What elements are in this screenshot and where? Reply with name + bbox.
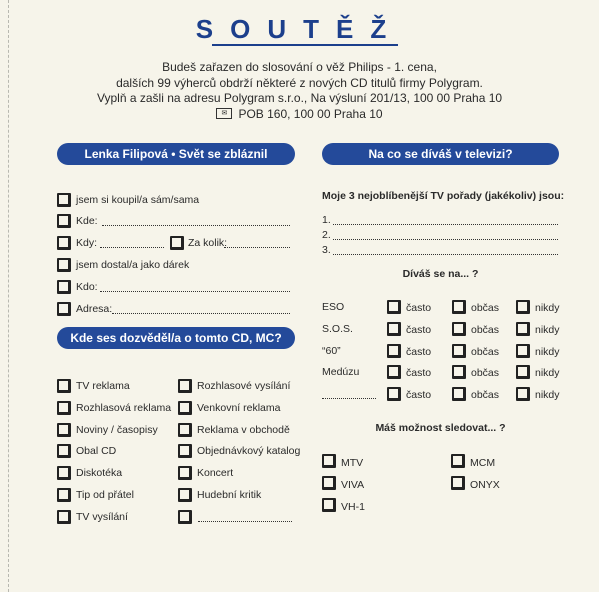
- frequency-checkbox[interactable]: [387, 365, 401, 379]
- source-option-label: Hudební kritik: [197, 489, 262, 501]
- source-checkbox[interactable]: [178, 444, 192, 458]
- frequency-label: nikdy: [535, 302, 560, 314]
- frequency-checkbox[interactable]: [452, 344, 466, 358]
- source-option-label: Diskotéka: [76, 467, 123, 479]
- frequency-label: nikdy: [535, 324, 560, 336]
- frequency-checkbox[interactable]: [387, 344, 401, 358]
- channels-question: Máš možnost sledovat... ?: [375, 422, 506, 434]
- frequency-checkbox[interactable]: [452, 300, 466, 314]
- channel-label: VH-1: [341, 501, 365, 513]
- source-checkbox[interactable]: [57, 423, 71, 437]
- source-checkbox[interactable]: [57, 488, 71, 502]
- source-checkbox[interactable]: [57, 444, 71, 458]
- envelope-icon: ✉: [216, 108, 232, 119]
- title-underline: [212, 44, 398, 46]
- source-other-field[interactable]: [198, 521, 292, 522]
- channel-checkbox[interactable]: [322, 454, 336, 468]
- show-other-field[interactable]: [322, 398, 376, 399]
- frequency-checkbox[interactable]: [452, 365, 466, 379]
- frequency-label: často: [406, 302, 432, 314]
- frequency-checkbox[interactable]: [387, 387, 401, 401]
- price-label: Za kolik:: [188, 237, 228, 249]
- frequency-checkbox[interactable]: [387, 322, 401, 336]
- favorite-number: 3.: [322, 244, 331, 256]
- gift-label: jsem dostal/a jako dárek: [76, 259, 190, 271]
- favorite-number: 1.: [322, 214, 331, 226]
- favorite-field-3[interactable]: [333, 254, 558, 255]
- show-label: Medúzu: [322, 366, 360, 378]
- source-checkbox[interactable]: [57, 466, 71, 480]
- channel-label: VIVA: [341, 479, 365, 491]
- channel-label: MCM: [470, 457, 496, 469]
- frequency-label: nikdy: [535, 367, 560, 379]
- frequency-label: často: [406, 324, 432, 336]
- gift-checkbox[interactable]: [57, 258, 71, 272]
- bought-label: jsem si koupil/a sám/sama: [76, 194, 200, 206]
- favorites-question: Moje 3 nejoblíbenější TV pořady (jakékoliv) jsou:: [322, 190, 565, 202]
- frequency-label: občas: [471, 346, 500, 358]
- intro-line: [0, 107, 599, 123]
- where-field[interactable]: [102, 225, 290, 226]
- source-option-label: TV vysílání: [76, 511, 128, 523]
- source-checkbox[interactable]: [178, 401, 192, 415]
- frequency-label: občas: [471, 324, 500, 336]
- channel-checkbox[interactable]: [322, 476, 336, 490]
- channel-checkbox[interactable]: [451, 454, 465, 468]
- tv-section-header: Na co se díváš v televizi?: [322, 143, 559, 165]
- where-label: Kde:: [76, 215, 98, 227]
- source-checkbox[interactable]: [178, 423, 192, 437]
- frequency-label: občas: [471, 389, 500, 401]
- frequency-checkbox[interactable]: [516, 365, 530, 379]
- source-option-label: Rozhlasová reklama: [76, 402, 172, 414]
- frequency-label: občas: [471, 302, 500, 314]
- source-checkbox[interactable]: [57, 379, 71, 393]
- show-label: “60”: [322, 345, 341, 357]
- channel-checkbox[interactable]: [322, 498, 336, 512]
- who-field[interactable]: [100, 291, 290, 292]
- intro-line: dalších 99 výherců obdrží některé z nových CD titulů firmy Polygram.: [116, 75, 483, 90]
- frequency-label: často: [406, 389, 432, 401]
- favorite-field-1[interactable]: [333, 224, 558, 225]
- when-field[interactable]: [100, 247, 164, 248]
- show-label: S.O.S.: [322, 323, 353, 335]
- source-option-label: Objednávkový katalog: [197, 445, 301, 457]
- frequency-checkbox[interactable]: [387, 300, 401, 314]
- source-checkbox[interactable]: [57, 510, 71, 524]
- source-option-label: Obal CD: [76, 445, 117, 457]
- frequency-checkbox[interactable]: [516, 387, 530, 401]
- source-checkbox[interactable]: [178, 466, 192, 480]
- favorite-field-2[interactable]: [333, 239, 558, 240]
- address-checkbox[interactable]: [57, 302, 71, 316]
- source-option-label: Noviny / časopisy: [76, 424, 158, 436]
- intro-line: Budeš zařazen do slosování o věž Philips - 1. cena,: [162, 60, 437, 74]
- bought-checkbox[interactable]: [57, 193, 71, 207]
- show-label: ESO: [322, 301, 345, 313]
- channel-label: ONYX: [470, 479, 500, 491]
- source-option-label: Rozhlasové vysílání: [197, 380, 291, 392]
- source-option-label: Reklama v obchodě: [197, 424, 290, 436]
- page-title: SOUTĚŽ: [195, 14, 404, 44]
- source-checkbox[interactable]: [178, 379, 192, 393]
- frequency-checkbox[interactable]: [516, 300, 530, 314]
- channel-checkbox[interactable]: [451, 476, 465, 490]
- intro-line: Vyplň a zašli na adresu Polygram s.r.o., Na výsluní 201/13, 100 00 Praha 10: [96, 91, 503, 105]
- who-label: Kdo:: [76, 281, 98, 293]
- when-label: Kdy:: [76, 237, 98, 249]
- source-option-label: Koncert: [197, 467, 234, 479]
- who-checkbox[interactable]: [57, 280, 71, 294]
- intro-pob: POB 160, 100 00 Praha 10: [238, 106, 383, 121]
- channel-label: MTV: [341, 457, 364, 469]
- watch-question: Díváš se na... ?: [402, 268, 479, 280]
- source-option-label: Venkovní reklama: [197, 402, 281, 414]
- frequency-label: nikdy: [535, 346, 560, 358]
- address-label: Adresa:: [76, 303, 113, 315]
- intro-text: [0, 60, 599, 122]
- frequency-label: často: [406, 346, 432, 358]
- price-checkbox[interactable]: [170, 236, 184, 250]
- frequency-label: občas: [471, 367, 500, 379]
- purchase-section-header: Lenka Filipová • Svět se zbláznil: [57, 143, 295, 165]
- source-option-label: TV reklama: [76, 380, 130, 392]
- favorite-number: 2.: [322, 229, 331, 241]
- frequency-checkbox[interactable]: [516, 344, 530, 358]
- frequency-checkbox[interactable]: [516, 322, 530, 336]
- frequency-checkbox[interactable]: [452, 322, 466, 336]
- address-field[interactable]: [112, 313, 290, 314]
- source-checkbox[interactable]: [178, 488, 192, 502]
- frequency-label: často: [406, 367, 432, 379]
- frequency-label: nikdy: [535, 389, 560, 401]
- frequency-checkbox[interactable]: [452, 387, 466, 401]
- source-checkbox[interactable]: [178, 510, 192, 524]
- where-checkbox[interactable]: [57, 214, 71, 228]
- source-option-label: Tip od přátel: [76, 489, 134, 501]
- source-checkbox[interactable]: [57, 401, 71, 415]
- when-checkbox[interactable]: [57, 236, 71, 250]
- source-section-header: Kde ses dozvěděl/a o tomto CD, MC?: [57, 327, 295, 349]
- price-field[interactable]: [224, 247, 290, 248]
